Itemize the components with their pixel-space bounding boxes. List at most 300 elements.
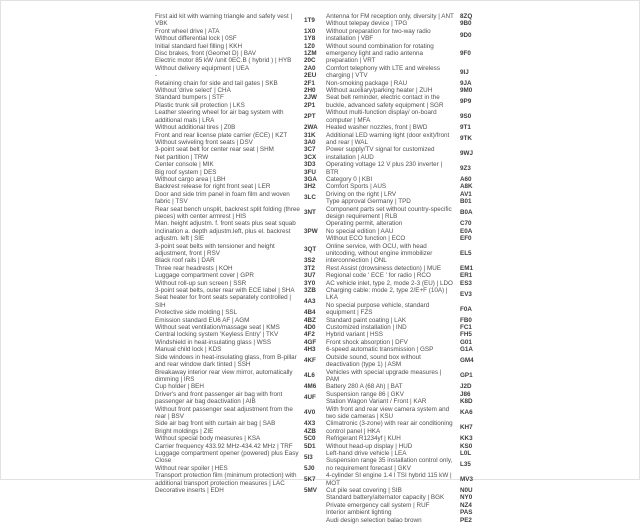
equipment-description: Without roll-up sun screen | SSR bbox=[155, 279, 247, 287]
equipment-row bbox=[155, 280, 321, 287]
equipment-description: Without special body measures | KSA bbox=[155, 435, 261, 443]
equipment-row bbox=[155, 265, 321, 272]
equipment-code: PAS bbox=[460, 509, 473, 517]
equipment-code: KH7 bbox=[460, 424, 473, 432]
equipment-row bbox=[155, 428, 321, 435]
equipment-row bbox=[155, 317, 321, 324]
equipment-code: 1Z0 bbox=[304, 42, 315, 50]
equipment-row bbox=[155, 132, 321, 139]
equipment-code: 2A0 bbox=[304, 64, 316, 72]
equipment-code: 3Y0 bbox=[304, 279, 316, 287]
equipment-code: KK3 bbox=[460, 435, 473, 443]
equipment-description: Seat heater for front seats separately controlled | SIH bbox=[155, 294, 292, 309]
equipment-code: 1X0 bbox=[304, 27, 316, 35]
equipment-row bbox=[155, 183, 321, 190]
equipment-code: EL5 bbox=[460, 250, 472, 257]
equipment-row bbox=[155, 146, 321, 153]
equipment-description: Vehicles with special upgrade measures | PAM bbox=[326, 368, 442, 383]
equipment-description: Comfort Sports | AUS bbox=[326, 183, 387, 191]
equipment-row bbox=[326, 43, 477, 65]
equipment-description: 4-cylinder SI engine 1.4 l TSI hybrid 115 kW | MOT bbox=[326, 472, 452, 487]
equipment-description: Man. height adjustm. f. front seats plus seat squab inclination a. depth adjustm.left, plus el. backrest adjustm. left | SIE bbox=[155, 220, 296, 243]
equipment-code: ES3 bbox=[460, 279, 472, 287]
equipment-row bbox=[155, 94, 321, 101]
equipment-description: Side air bag front with curtain air bag | SAB bbox=[155, 420, 276, 428]
equipment-description: Standard bumpers | STF bbox=[155, 94, 224, 102]
equipment-description: Suspension range 86 | GKV bbox=[326, 390, 404, 398]
equipment-description: Front shock absorption | DFV bbox=[326, 338, 408, 346]
equipment-row bbox=[326, 124, 477, 131]
equipment-row bbox=[326, 302, 477, 317]
equipment-code: 8ZQ bbox=[460, 13, 473, 20]
equipment-description: Without delivery equipment | UEA bbox=[155, 64, 250, 72]
equipment-description: Seat belt reminder, electric contact in the buckle, advanced safety equipment | SGR bbox=[326, 94, 444, 109]
equipment-code: EV3 bbox=[460, 290, 472, 298]
equipment-code: KA6 bbox=[460, 409, 473, 417]
equipment-code: 3U7 bbox=[304, 272, 316, 280]
equipment-code: 4H3 bbox=[304, 346, 316, 354]
equipment-description: Category 0 | KBI bbox=[326, 175, 373, 183]
equipment-description: Additional LED warning light (door exit)/front and rear | WAL bbox=[326, 131, 450, 146]
equipment-description: First aid kit with warning triangle and safety vest | VBK bbox=[155, 13, 293, 28]
equipment-description: Hybrid variant | HSS bbox=[326, 331, 383, 339]
equipment-code: NY0 bbox=[460, 494, 473, 502]
equipment-code: 9D0 bbox=[460, 31, 472, 39]
equipment-column-left bbox=[155, 13, 321, 524]
equipment-code: 4BZ bbox=[304, 316, 316, 324]
equipment-code: 2H0 bbox=[304, 87, 316, 95]
equipment-code: 4F2 bbox=[304, 331, 315, 339]
equipment-code: 3D3 bbox=[304, 161, 316, 169]
equipment-code: 20C bbox=[304, 57, 316, 65]
equipment-row bbox=[326, 243, 477, 265]
equipment-code: B01 bbox=[460, 198, 472, 206]
equipment-code: J86 bbox=[460, 390, 471, 398]
equipment-description: Big roof system | DES bbox=[155, 168, 217, 176]
equipment-code: 2P1 bbox=[304, 101, 316, 109]
equipment-column-right bbox=[326, 13, 477, 524]
equipment-code: 3C7 bbox=[304, 146, 316, 154]
equipment-row bbox=[326, 235, 477, 242]
equipment-row bbox=[326, 324, 477, 331]
equipment-description: Station Wagon Variant / Front | KAR bbox=[326, 398, 427, 406]
equipment-description: Operating permit, alteration bbox=[326, 220, 403, 228]
equipment-description: Non-smoking package | RAU bbox=[326, 79, 408, 87]
equipment-code: 3S2 bbox=[304, 257, 316, 265]
equipment-row bbox=[326, 339, 477, 346]
equipment-description: Cup holder | BEH bbox=[155, 383, 204, 391]
equipment-description: Without 'drive select' | CHA bbox=[155, 87, 231, 95]
equipment-row bbox=[326, 502, 477, 509]
equipment-row bbox=[326, 383, 477, 390]
equipment-row bbox=[326, 443, 477, 450]
equipment-row bbox=[155, 406, 321, 421]
equipment-description: Disc brakes, front (Geomet D) | BAV bbox=[155, 50, 256, 58]
equipment-description: Without telepay device | TPG bbox=[326, 20, 408, 28]
equipment-description: Climatronic (3-zone) with rear air conditioning control panel | HKA bbox=[326, 420, 453, 435]
equipment-description: Without multi-function display/ on-board computer | MFA bbox=[326, 109, 437, 124]
equipment-description: With front and rear view camera system and two side cameras | KSU bbox=[326, 405, 450, 420]
equipment-row bbox=[326, 398, 477, 405]
equipment-row bbox=[326, 132, 477, 147]
equipment-row bbox=[326, 220, 477, 227]
equipment-row bbox=[155, 28, 321, 35]
equipment-row bbox=[155, 50, 321, 57]
equipment-code: C70 bbox=[460, 220, 472, 228]
equipment-code: AV1 bbox=[460, 190, 472, 198]
equipment-code: 3T2 bbox=[304, 264, 315, 272]
equipment-row bbox=[155, 154, 321, 161]
equipment-row bbox=[155, 57, 321, 64]
equipment-row bbox=[326, 191, 477, 198]
equipment-code: GP1 bbox=[460, 372, 473, 380]
equipment-description: Standard battery/alternator capacity | BGK bbox=[326, 494, 445, 502]
equipment-row bbox=[326, 13, 477, 20]
equipment-code: MV3 bbox=[460, 475, 473, 483]
equipment-description: Three rear headrests | KOH bbox=[155, 264, 233, 272]
equipment-row bbox=[326, 183, 477, 190]
equipment-code: 2WA bbox=[304, 124, 318, 132]
equipment-code: 5I3 bbox=[304, 453, 313, 461]
equipment-columns bbox=[155, 13, 477, 524]
equipment-code: KS0 bbox=[460, 442, 473, 450]
equipment-row bbox=[155, 339, 321, 346]
equipment-code: 4L6 bbox=[304, 372, 315, 380]
equipment-description: Emission standard EU6 AF | AGM bbox=[155, 316, 250, 324]
equipment-row bbox=[155, 420, 321, 427]
equipment-description: Electric motor 85 kW /unit 0EC.B ( hybrid ) | HYB bbox=[155, 57, 292, 65]
equipment-row bbox=[155, 383, 321, 390]
equipment-code: 9F0 bbox=[460, 50, 471, 58]
equipment-description: Left-hand drive vehicle | LEA bbox=[326, 449, 407, 457]
equipment-code: G1A bbox=[460, 346, 473, 354]
equipment-row bbox=[326, 20, 477, 27]
equipment-description: Suspension range 35 installation control only, no requirement forecast | GKV bbox=[326, 457, 453, 472]
equipment-description: 3-point seat belt for center rear seat | SHM bbox=[155, 146, 274, 154]
equipment-description: Without ECO function | ECO bbox=[326, 235, 406, 243]
equipment-code: 3PW bbox=[304, 227, 318, 235]
equipment-code: 4D0 bbox=[304, 324, 316, 332]
equipment-description: 3-point seat belts, outer rear with ECE label | SHA bbox=[155, 287, 295, 295]
equipment-code: F0A bbox=[460, 305, 472, 313]
equipment-row bbox=[326, 94, 477, 109]
equipment-row bbox=[326, 346, 477, 353]
equipment-code: 2F1 bbox=[304, 79, 315, 87]
equipment-description: Cut pile seat covering | SIB bbox=[326, 487, 402, 494]
equipment-code: 1T9 bbox=[304, 16, 315, 24]
equipment-description: Plastic trunk sill protection | LKS bbox=[155, 101, 245, 109]
equipment-description: Front and rear license plate carrier (ECE) | KZT bbox=[155, 131, 288, 139]
equipment-row bbox=[155, 369, 321, 384]
equipment-description: Leather steering wheel for air bag system with additional mals | LRA bbox=[155, 109, 284, 124]
equipment-row bbox=[155, 161, 321, 168]
equipment-description: Without swiveling front seats | DSV bbox=[155, 138, 253, 146]
equipment-row bbox=[326, 28, 477, 43]
equipment-description: Customized installation | IND bbox=[326, 324, 407, 332]
equipment-description: Driver's and front passenger air bag with front passenger air bag deactivation | AIB bbox=[155, 390, 283, 406]
equipment-row bbox=[326, 265, 477, 272]
equipment-row bbox=[326, 280, 477, 287]
equipment-row bbox=[155, 220, 321, 242]
equipment-row bbox=[326, 391, 477, 398]
equipment-code: 4UF bbox=[304, 394, 316, 402]
equipment-row bbox=[155, 35, 321, 42]
equipment-code: 9IJ bbox=[460, 68, 469, 76]
equipment-description: Without front passenger seat adjustment from the rear | BSV bbox=[155, 405, 293, 420]
equipment-code: FB0 bbox=[460, 316, 472, 324]
equipment-code: E0A bbox=[460, 227, 473, 235]
equipment-code: 5K7 bbox=[304, 475, 316, 483]
equipment-row bbox=[326, 435, 477, 442]
equipment-code: EF0 bbox=[460, 235, 472, 243]
equipment-description: Without differential lock | 0SF bbox=[155, 35, 237, 43]
equipment-description: Carrier frequency 433.92 MHz-434.42 MHz | TRF bbox=[155, 442, 293, 450]
equipment-description: Charging cable: mode 2, type 2/E+F (10A) | LKA bbox=[326, 287, 448, 302]
equipment-description: AC vehicle inlet, type 2, mode 2-3 (EU) | LDO bbox=[326, 279, 453, 287]
equipment-row bbox=[326, 146, 477, 161]
equipment-row bbox=[326, 87, 477, 94]
equipment-code: 4GF bbox=[304, 338, 317, 346]
equipment-description: Central locking system 'Keyless Entry' | TKV bbox=[155, 331, 279, 339]
equipment-row bbox=[155, 309, 321, 316]
equipment-description: Refrigerant R1234yf | KUH bbox=[326, 435, 401, 443]
equipment-description: Battery 280 A (68 Ah) | BAT bbox=[326, 383, 403, 391]
equipment-description: Online service, with OCU, with head unitcoding, without engine immobilizer interconnection | ONL bbox=[326, 242, 433, 265]
equipment-code: 9T1 bbox=[460, 124, 471, 132]
equipment-description: Without seat ventilation/massage seat | KMS bbox=[155, 324, 280, 332]
equipment-code: A60 bbox=[460, 175, 472, 183]
equipment-description: Retaining chain for side and tail gates | SKB bbox=[155, 79, 278, 87]
equipment-row bbox=[155, 272, 321, 279]
equipment-description: Bright moldings | ZIE bbox=[155, 427, 214, 435]
equipment-row bbox=[155, 287, 321, 294]
equipment-code: K8D bbox=[460, 398, 473, 406]
equipment-row bbox=[155, 80, 321, 87]
equipment-row bbox=[155, 169, 321, 176]
equipment-description: Luggage compartment cover | GPR bbox=[155, 272, 254, 280]
equipment-description: Protective side molding | SSL bbox=[155, 309, 238, 317]
equipment-description: No special edition | AAU bbox=[326, 227, 394, 235]
equipment-code: 9S0 bbox=[460, 112, 472, 120]
equipment-row bbox=[155, 109, 321, 124]
equipment-description: Without rear spoiler | HES bbox=[155, 464, 228, 472]
equipment-row bbox=[155, 243, 321, 258]
equipment-row bbox=[326, 65, 477, 80]
equipment-code: 2EU bbox=[304, 72, 317, 80]
equipment-row bbox=[155, 354, 321, 369]
equipment-code: 3H2 bbox=[304, 183, 316, 191]
equipment-code: L35 bbox=[460, 461, 471, 469]
equipment-row bbox=[155, 391, 321, 406]
equipment-description: Comfort telephony with LTE and wireless charging | VTV bbox=[326, 64, 440, 80]
equipment-row bbox=[155, 191, 321, 206]
equipment-description: Regional code ' ECE ' for radio | RCO bbox=[326, 272, 431, 280]
equipment-code: 3GA bbox=[304, 175, 317, 183]
equipment-description: Without additional tires | Z0B bbox=[155, 124, 236, 132]
equipment-row bbox=[326, 457, 477, 472]
equipment-code: GM4 bbox=[460, 357, 474, 365]
equipment-description: Decorative inserts | EDH bbox=[155, 487, 224, 494]
equipment-description: Black roof rails | DAR bbox=[155, 257, 215, 265]
equipment-row bbox=[326, 176, 477, 183]
equipment-code: B0A bbox=[460, 209, 473, 217]
equipment-row bbox=[155, 435, 321, 442]
equipment-code: EM1 bbox=[460, 264, 473, 272]
equipment-description: Antenna for FM reception only, diversity | ANT bbox=[326, 13, 454, 20]
equipment-description: Transport protection film (minimum protection) with additional transport protection measures | LAC bbox=[155, 472, 297, 487]
equipment-row bbox=[326, 487, 477, 494]
equipment-description: Luggage compartment opener (powered) plus Easy Close bbox=[155, 449, 299, 465]
equipment-row bbox=[326, 450, 477, 457]
equipment-row bbox=[326, 161, 477, 176]
equipment-row bbox=[326, 406, 477, 421]
equipment-row bbox=[155, 443, 321, 450]
equipment-row bbox=[155, 124, 321, 131]
equipment-code: 9TK bbox=[460, 135, 472, 143]
equipment-row bbox=[155, 65, 321, 72]
equipment-description: Without preparation for two-way radio installation | VBF bbox=[326, 27, 431, 43]
equipment-code: 3QT bbox=[304, 246, 317, 254]
equipment-code: ER1 bbox=[460, 272, 473, 280]
equipment-description: Standard paint coating | LAK bbox=[326, 316, 407, 324]
equipment-code: 31K bbox=[304, 131, 316, 139]
equipment-description: Manual child lock | KDS bbox=[155, 346, 222, 354]
equipment-row bbox=[326, 331, 477, 338]
equipment-code: 5J0 bbox=[304, 464, 315, 472]
equipment-description: Without auxiliary/parking heater | ZUH bbox=[326, 87, 433, 95]
equipment-description: Net partition | TRW bbox=[155, 153, 209, 161]
equipment-code: FC1 bbox=[460, 324, 472, 332]
equipment-description: No special purpose vehicle, standard equipment | FZS bbox=[326, 301, 430, 317]
equipment-code: A8K bbox=[460, 183, 473, 191]
equipment-code: L0L bbox=[460, 449, 472, 457]
equipment-row bbox=[155, 257, 321, 264]
equipment-row bbox=[155, 465, 321, 472]
equipment-code: NZ4 bbox=[460, 501, 472, 509]
equipment-code: 1ZM bbox=[304, 50, 317, 58]
equipment-code: 5MV bbox=[304, 487, 317, 494]
equipment-code: 4KF bbox=[304, 357, 316, 365]
equipment-code: 4V0 bbox=[304, 409, 316, 417]
equipment-row bbox=[155, 331, 321, 338]
equipment-description: Driving on the right | LRV bbox=[326, 190, 397, 198]
equipment-description: Type approval Germany | TPD bbox=[326, 198, 411, 206]
equipment-row bbox=[326, 109, 477, 124]
equipment-row bbox=[326, 228, 477, 235]
equipment-row bbox=[326, 80, 477, 87]
equipment-row bbox=[326, 354, 477, 369]
equipment-row bbox=[155, 324, 321, 331]
equipment-row bbox=[326, 509, 477, 516]
equipment-row bbox=[326, 369, 477, 384]
equipment-row bbox=[326, 206, 477, 221]
equipment-row bbox=[326, 494, 477, 501]
equipment-row bbox=[326, 317, 477, 324]
equipment-code: N0U bbox=[460, 487, 473, 494]
equipment-description: Windshield in heat-insulating glass | WSS bbox=[155, 338, 272, 346]
equipment-code: 3CX bbox=[304, 153, 317, 161]
equipment-code: 4X3 bbox=[304, 420, 316, 428]
equipment-row bbox=[155, 176, 321, 183]
equipment-row bbox=[155, 487, 321, 494]
equipment-code: 9P9 bbox=[460, 98, 472, 106]
equipment-code: 4B4 bbox=[304, 309, 316, 317]
equipment-description: Door and side trim panel in foam film and woven fabric | TSV bbox=[155, 190, 290, 206]
equipment-description: Operating voltage 12 V plus 230 inverter | BTR bbox=[326, 161, 443, 176]
equipment-code: G01 bbox=[460, 338, 472, 346]
equipment-row bbox=[155, 87, 321, 94]
equipment-code: 9B0 bbox=[460, 20, 472, 28]
equipment-code: 3FU bbox=[304, 168, 316, 176]
equipment-row bbox=[155, 294, 321, 309]
equipment-row bbox=[326, 420, 477, 435]
equipment-description: Private emergency call system | RUF bbox=[326, 501, 430, 509]
equipment-code: 3LC bbox=[304, 194, 316, 202]
equipment-code: J2D bbox=[460, 383, 472, 391]
equipment-description: Audi design selection balao brown bbox=[326, 516, 422, 524]
equipment-code: 9WJ bbox=[460, 150, 473, 158]
equipment-row bbox=[155, 346, 321, 353]
equipment-row bbox=[155, 13, 321, 28]
equipment-description: Breakaway interior rear view mirror, automatically dimming | IRS bbox=[155, 368, 293, 383]
equipment-description: - bbox=[155, 72, 158, 80]
equipment-description: Backrest release for right front seat | LER bbox=[155, 183, 271, 191]
equipment-description: Interior ambient lighting bbox=[326, 509, 392, 517]
equipment-description: 3-point seat belts with tensioner and height adjustment, front | RSV bbox=[155, 242, 275, 257]
equipment-description: Center console | MIK bbox=[155, 161, 214, 169]
equipment-code: PE2 bbox=[460, 516, 472, 524]
equipment-row bbox=[326, 517, 477, 524]
equipment-code: 1Y8 bbox=[304, 35, 316, 43]
equipment-description: Front wheel drive | ATA bbox=[155, 27, 220, 35]
equipment-row bbox=[155, 139, 321, 146]
equipment-description: Without cargo area | LBH bbox=[155, 175, 226, 183]
equipment-description: Component parts set without country-specific design requirement | RLB bbox=[326, 205, 452, 220]
equipment-code: 2JW bbox=[304, 94, 317, 102]
equipment-description: Heated washer nozzles, front | BWD bbox=[326, 124, 428, 132]
equipment-code: 9Z3 bbox=[460, 164, 471, 172]
equipment-description: 6-speed automatic transmission | GSP bbox=[326, 346, 434, 354]
equipment-description: Initial standard fuel filling | KKH bbox=[155, 42, 243, 50]
equipment-row bbox=[155, 102, 321, 109]
equipment-code: 4A3 bbox=[304, 298, 316, 306]
equipment-description: Side windows in heat-insulating glass, from B-pillar and rear window dark tinted | SSH bbox=[155, 353, 297, 369]
equipment-code: 5D1 bbox=[304, 442, 316, 450]
equipment-code: 3NT bbox=[304, 209, 316, 217]
equipment-description: Power supply/TV signal for customized installation | AUD bbox=[326, 146, 435, 161]
equipment-code: 9M0 bbox=[460, 87, 473, 95]
equipment-code: 5C0 bbox=[304, 435, 316, 443]
equipment-row bbox=[155, 206, 321, 221]
equipment-code: 4ZB bbox=[304, 427, 316, 435]
equipment-row bbox=[326, 198, 477, 205]
equipment-row bbox=[155, 43, 321, 50]
equipment-description: Outside sound, sound box without deactivation (type 1) | ASM bbox=[326, 353, 421, 369]
equipment-code: 4M6 bbox=[304, 383, 317, 391]
equipment-description: Rear seat bench unsplit, backrest split folding (three pieces) with center armrest | HIS bbox=[155, 205, 300, 220]
equipment-code: 3A0 bbox=[304, 138, 316, 146]
equipment-row bbox=[326, 287, 477, 302]
equipment-row bbox=[326, 272, 477, 279]
equipment-row bbox=[155, 72, 321, 79]
equipment-code: 3ZB bbox=[304, 287, 316, 295]
equipment-description: Without head-up display | HUD bbox=[326, 442, 413, 450]
equipment-description: Rest Assist (drowsiness detection) | MUE bbox=[326, 264, 442, 272]
equipment-description: Without sound combination for rotating emergency light and radio antenna preparation | VRT bbox=[326, 42, 434, 65]
equipment-row bbox=[155, 450, 321, 465]
equipment-code: FH5 bbox=[460, 331, 472, 339]
equipment-code: 2PT bbox=[304, 112, 316, 120]
